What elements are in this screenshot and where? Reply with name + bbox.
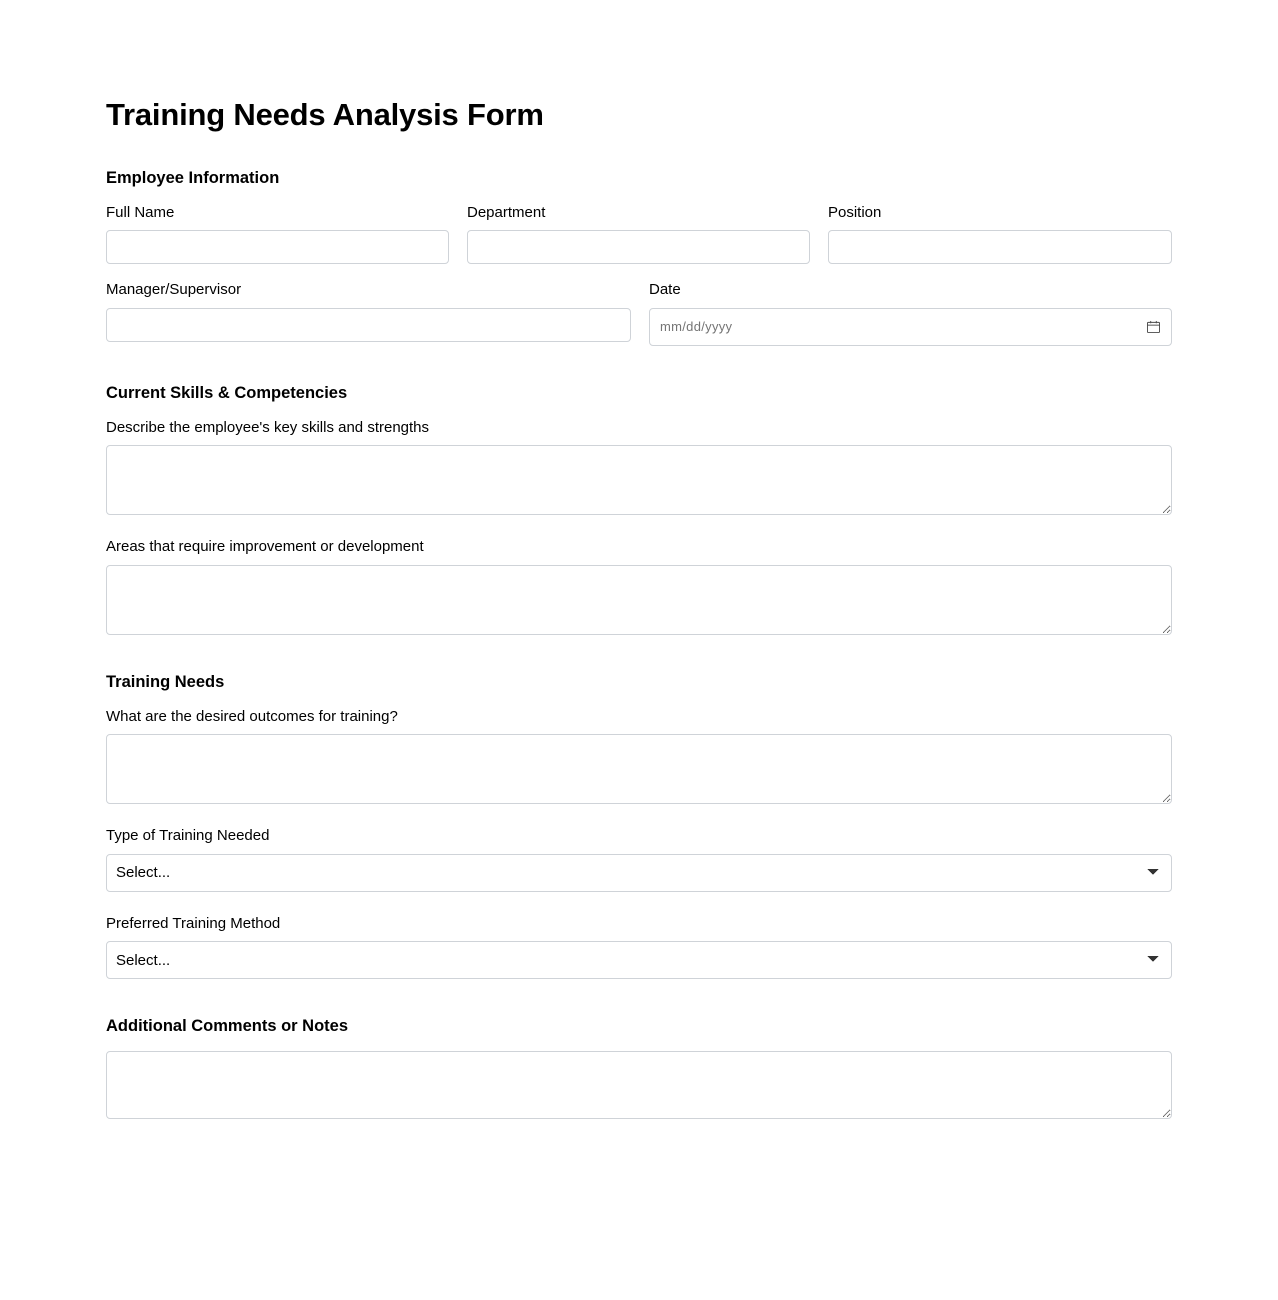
section-title-current-skills: Current Skills & Competencies	[106, 383, 348, 402]
section-current-skills	[106, 384, 1172, 635]
field-desired-outcomes	[106, 707, 1172, 805]
label-improvement-areas: Areas that require improvement or development	[106, 538, 424, 556]
additional-comments-textarea[interactable]	[106, 1051, 1172, 1119]
page-title: Training Needs Analysis Form	[106, 97, 544, 132]
full-name-input[interactable]	[106, 230, 449, 264]
employee-row-2	[106, 280, 1172, 346]
field-full-name	[106, 203, 449, 265]
field-department	[467, 203, 810, 265]
label-manager: Manager/Supervisor	[106, 281, 242, 299]
label-date: Date	[649, 281, 681, 299]
key-strengths-textarea[interactable]	[106, 445, 1172, 515]
section-title-employee-information: Employee Information	[106, 169, 280, 188]
label-key-strengths: Describe the employee's key skills and strengths	[106, 418, 430, 436]
date-input[interactable]	[649, 308, 1172, 346]
training-method-select[interactable]	[106, 941, 1172, 979]
training-type-select[interactable]	[106, 854, 1172, 892]
position-input[interactable]	[828, 230, 1172, 264]
field-manager	[106, 280, 631, 346]
field-position	[828, 203, 1172, 265]
label-position: Position	[828, 203, 882, 221]
improvement-areas-textarea[interactable]	[106, 565, 1172, 635]
manager-input[interactable]	[106, 308, 631, 342]
desired-outcomes-textarea[interactable]	[106, 734, 1172, 804]
field-improvement-areas	[106, 537, 1172, 635]
label-desired-outcomes: What are the desired outcomes for training?	[106, 707, 398, 725]
section-title-additional-comments: Additional Comments or Notes	[106, 1017, 349, 1036]
department-input[interactable]	[467, 230, 810, 264]
label-training-method: Preferred Training Method	[106, 914, 281, 932]
date-input-wrapper	[649, 308, 1172, 346]
field-training-method	[106, 914, 1172, 980]
section-training-needs	[106, 673, 1172, 979]
label-training-type: Type of Training Needed	[106, 827, 270, 845]
field-date	[649, 280, 1172, 346]
field-training-type	[106, 826, 1172, 892]
section-employee-information	[106, 169, 1172, 346]
label-full-name: Full Name	[106, 203, 175, 221]
section-additional-comments	[106, 1017, 1172, 1119]
label-department: Department	[467, 203, 546, 221]
field-key-strengths	[106, 418, 1172, 516]
section-title-training-needs: Training Needs	[106, 672, 225, 691]
employee-row-1	[106, 203, 1172, 265]
